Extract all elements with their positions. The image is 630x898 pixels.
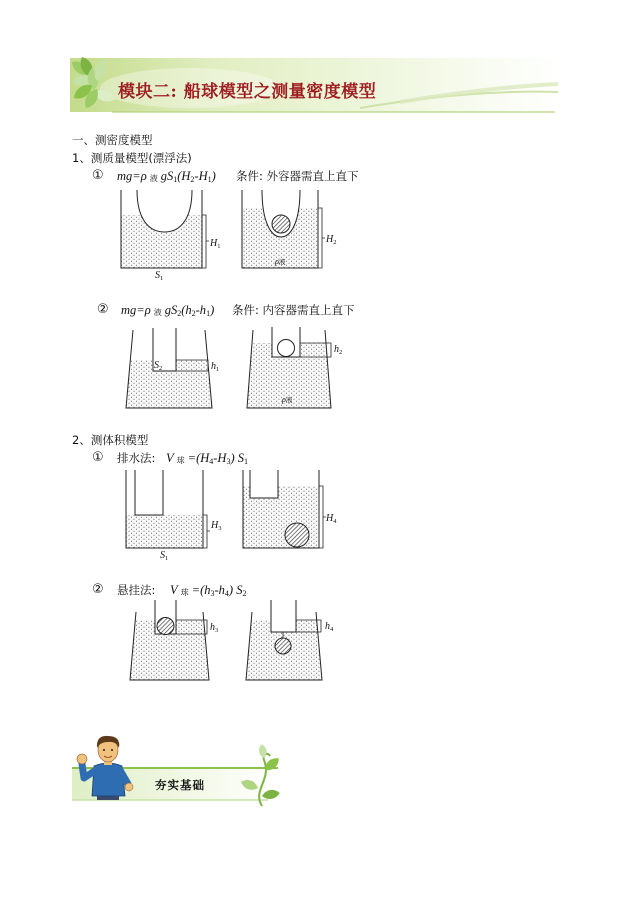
footer-banner-title: 夯实基础 (155, 778, 205, 792)
mascot-hand (125, 783, 133, 791)
label-symbol: h (325, 621, 330, 632)
label-subscript: 2 (333, 239, 337, 246)
area-label (160, 550, 168, 562)
formula-subscript: 1 (173, 175, 178, 184)
formula-subscript: 球 (176, 456, 185, 465)
item-marker: ① (92, 168, 104, 183)
mascot-fist (77, 754, 87, 764)
label-symbol: h (334, 344, 339, 355)
subsection-heading-mass: 1、测质量模型(漂浮法) (72, 151, 192, 165)
formula-text: gS (164, 303, 178, 317)
height-bracket (202, 215, 209, 268)
tube-interior (250, 485, 278, 498)
label-symbol: ρ (282, 395, 286, 404)
label-symbol: H (326, 513, 334, 524)
diagram-floating-bowl-loaded (242, 190, 336, 268)
formula-text: =(h (191, 583, 211, 597)
diagram-hanging-below (246, 600, 334, 680)
formula-subscript: 2 (191, 309, 196, 318)
formula-subscript: 3 (210, 589, 215, 598)
diagram-floating-tube-empty (126, 328, 219, 408)
height-label (325, 621, 334, 633)
formula-subscript: 球 (180, 588, 189, 597)
formula-text: -h (214, 583, 225, 597)
item-marker: ② (92, 582, 104, 597)
diagram-floating-bowl-empty (121, 190, 220, 282)
formula (170, 583, 246, 601)
ball (272, 215, 290, 233)
height-bracket (203, 515, 210, 548)
formula-subscript: 2 (242, 589, 247, 598)
formula-text: (h (181, 303, 192, 317)
formula-text: V (166, 451, 174, 465)
height-label (209, 238, 220, 250)
formula-text: ) (211, 169, 216, 183)
footer-banner (72, 736, 282, 806)
formula-text: (H (177, 169, 191, 183)
label-symbol: H (326, 234, 334, 245)
formula-text: ) (210, 303, 215, 317)
diagram-hanging-inside (130, 600, 218, 680)
item-marker: ① (92, 450, 104, 465)
formula-text: ) S (230, 451, 245, 465)
height-label (211, 361, 219, 373)
height-label (210, 622, 218, 634)
method-label: 排水法: (117, 451, 156, 465)
condition-text: 条件: 内容器需直上直下 (232, 303, 355, 317)
label-symbol: H (211, 520, 219, 531)
ball (157, 618, 174, 635)
formula-subscript: 4 (209, 457, 214, 466)
label-subscript: 1 (165, 555, 169, 562)
height-label (325, 513, 337, 525)
page-title: 模块二: 船球模型之测量密度模型 (118, 82, 377, 102)
formula-subscript: 1 (207, 175, 212, 184)
label-subscript: 2 (159, 365, 163, 372)
leaf (258, 744, 268, 759)
formula-text: -H (194, 169, 208, 183)
label-subscript: 3 (218, 525, 222, 532)
formula-text: V (170, 583, 178, 597)
formula-text: mg=ρ (121, 303, 151, 317)
area-label (155, 270, 163, 282)
item-marker: ② (97, 302, 109, 317)
formula-subscript: 液 (149, 174, 158, 183)
formula-subscript: 1 (244, 457, 249, 466)
formula-subscript: 4 (224, 589, 229, 598)
liquid-fill (126, 515, 203, 548)
label-subscript: 1 (160, 275, 164, 282)
height-label (334, 344, 342, 356)
formula-subscript: 1 (206, 309, 211, 318)
formula-subscript: 液 (153, 308, 162, 317)
label-subscript: 2 (339, 349, 343, 356)
ball (278, 340, 295, 357)
section-heading: 一、测密度模型 (72, 133, 153, 147)
inner-tube (135, 470, 163, 515)
liquid-density-label (274, 257, 286, 266)
label-symbol: S (154, 360, 159, 371)
formula-text: -H (213, 451, 227, 465)
ball (285, 523, 309, 547)
ball (275, 638, 291, 654)
label-subscript: 3 (215, 627, 219, 634)
height-label (210, 520, 221, 532)
label-symbol: h (210, 622, 215, 633)
formula (117, 169, 216, 187)
method-label: 悬挂法: (117, 583, 156, 597)
diagram-displacement-after (243, 470, 337, 548)
formula (166, 451, 248, 469)
mascot-eye (111, 749, 113, 751)
formula-text: mg=ρ (117, 169, 147, 183)
diagram-displacement-before (126, 470, 221, 562)
label-subscript: 4 (333, 518, 337, 525)
height-bracket (318, 208, 325, 268)
liquid-density-label (281, 395, 293, 404)
formula-subscript: 3 (226, 457, 231, 466)
label-subscript: 液 (285, 397, 293, 404)
label-symbol: S (155, 270, 160, 281)
height-label (325, 234, 336, 246)
height-bracket (319, 486, 326, 548)
formula-subscript: 2 (177, 309, 182, 318)
formula-subscript: 2 (190, 175, 195, 184)
formula-text: =(H (187, 451, 210, 465)
label-subscript: 1 (216, 366, 220, 373)
label-symbol: S (160, 550, 165, 561)
mascot-eye (103, 749, 105, 751)
label-subscript: 液 (278, 259, 286, 266)
subsection-heading-volume: 2、测体积模型 (72, 433, 149, 447)
label-symbol: ρ (275, 257, 279, 266)
formula-text: ) S (228, 583, 243, 597)
label-symbol: H (210, 238, 218, 249)
formula-text: gS (160, 169, 174, 183)
label-subscript: 1 (217, 243, 221, 250)
formula-text: -h (195, 303, 207, 317)
diagram-floating-tube-loaded (247, 327, 342, 408)
tube-interior (271, 619, 296, 632)
label-symbol: h (211, 361, 216, 372)
condition-text: 条件: 外容器需直上直下 (236, 169, 359, 183)
formula (121, 303, 214, 321)
label-subscript: 4 (330, 626, 334, 633)
